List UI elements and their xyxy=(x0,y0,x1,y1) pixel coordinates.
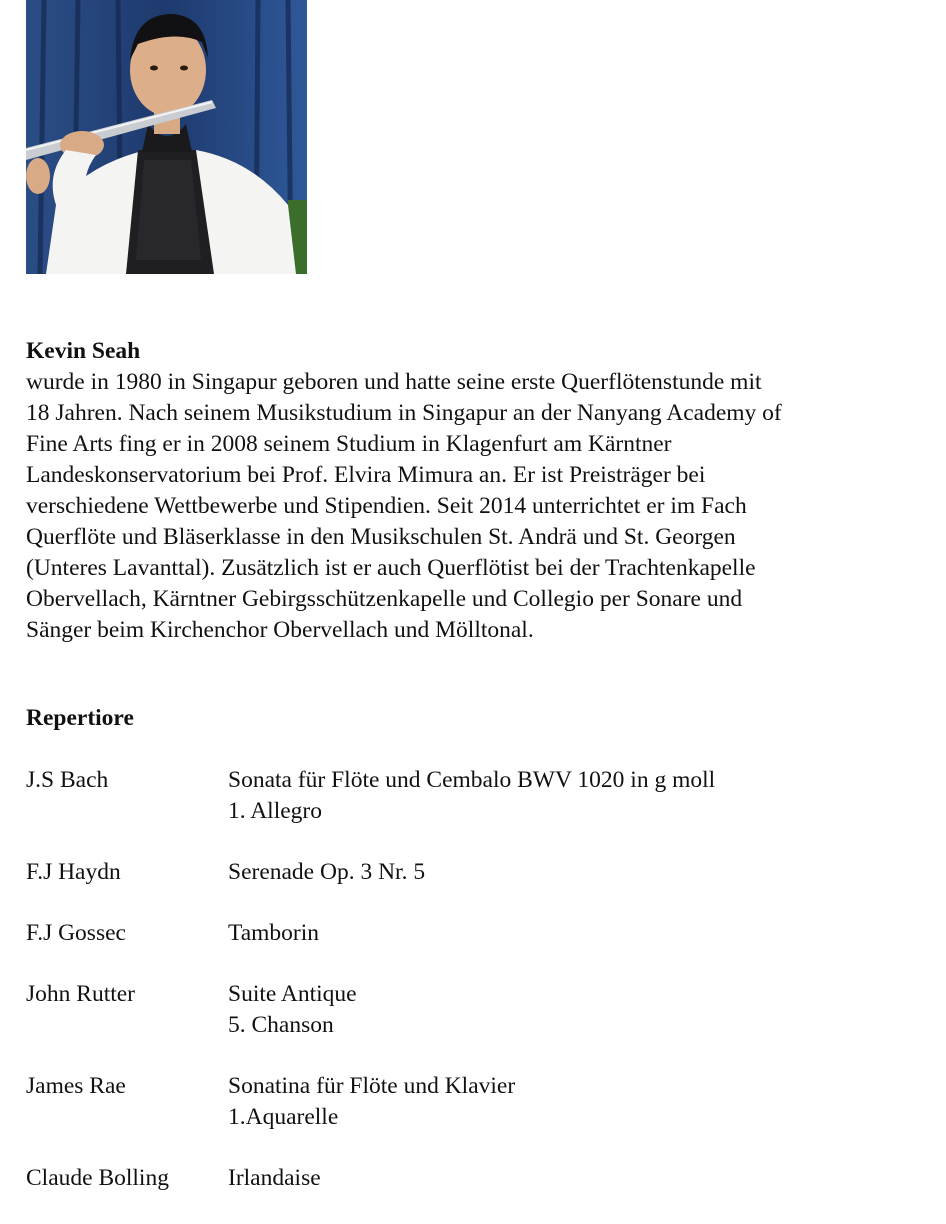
work-title: Irlandaise xyxy=(228,1165,321,1191)
bio-line: (Unteres Lavanttal). Zusätzlich ist er auch Querflötist bei der Trachtenkapelle xyxy=(26,555,756,581)
work-title: Serenade Op. 3 Nr. 5 xyxy=(228,859,426,885)
work-movement: 1. Allegro xyxy=(228,798,322,824)
work-details xyxy=(228,1071,926,1133)
bio-line: 18 Jahren. Nach seinem Musikstudium in Singapur an der Nanyang Academy of xyxy=(26,400,782,426)
work-movement: 1.Aquarelle xyxy=(228,1104,339,1130)
bio-line: verschiedene Wettbewerbe und Stipendien. Seit 2014 unterrichtet er im Fach xyxy=(26,493,747,519)
portrait-photo xyxy=(26,0,307,274)
bio-line: Fine Arts fing er in 2008 seinem Studium in Klagenfurt am Kärntner xyxy=(26,431,672,457)
bio-line: Obervellach, Kärntner Gebirgsschützenkapelle und Collegio per Sonare und xyxy=(26,586,743,612)
repertoire-item xyxy=(26,1071,926,1133)
repertoire-item xyxy=(26,918,926,949)
bio-line: wurde in 1980 in Singapur geboren und hatte seine erste Querflötenstunde mit xyxy=(26,369,762,395)
bio-line: Sänger beim Kirchenchor Obervellach und Mölltonal. xyxy=(26,617,534,643)
bio-section xyxy=(26,336,926,646)
bio-line: Querflöte und Bläserklasse in den Musikschulen St. Andrä und St. Georgen xyxy=(26,524,736,550)
composer: John Rutter xyxy=(26,981,136,1007)
work-title: Sonata für Flöte und Cembalo BWV 1020 in g moll xyxy=(228,767,716,793)
composer: F.J Haydn xyxy=(26,859,121,885)
work-details xyxy=(228,765,926,827)
musician-name: Kevin Seah xyxy=(26,338,141,364)
work-title: Suite Antique xyxy=(228,981,357,1007)
work-title: Sonatina für Flöte und Klavier xyxy=(228,1073,516,1099)
repertoire-list xyxy=(26,765,926,1224)
work-movement: 5. Chanson xyxy=(228,1012,334,1038)
work-details xyxy=(228,857,926,888)
composer: J.S Bach xyxy=(26,767,109,793)
composer: Claude Bolling xyxy=(26,1165,169,1191)
repertoire-item xyxy=(26,1163,926,1194)
repertoire-item xyxy=(26,765,926,827)
repertoire-heading: Repertiore xyxy=(26,705,134,731)
repertoire-item xyxy=(26,857,926,888)
work-details xyxy=(228,918,926,949)
bio-text xyxy=(26,367,906,646)
repertoire-item xyxy=(26,979,926,1041)
composer: James Rae xyxy=(26,1073,126,1099)
work-details xyxy=(228,1163,926,1194)
bio-line: Landeskonservatorium bei Prof. Elvira Mimura an. Er ist Preisträger bei xyxy=(26,462,706,488)
composer: F.J Gossec xyxy=(26,920,126,946)
work-details xyxy=(228,979,926,1041)
work-title: Tamborin xyxy=(228,920,320,946)
